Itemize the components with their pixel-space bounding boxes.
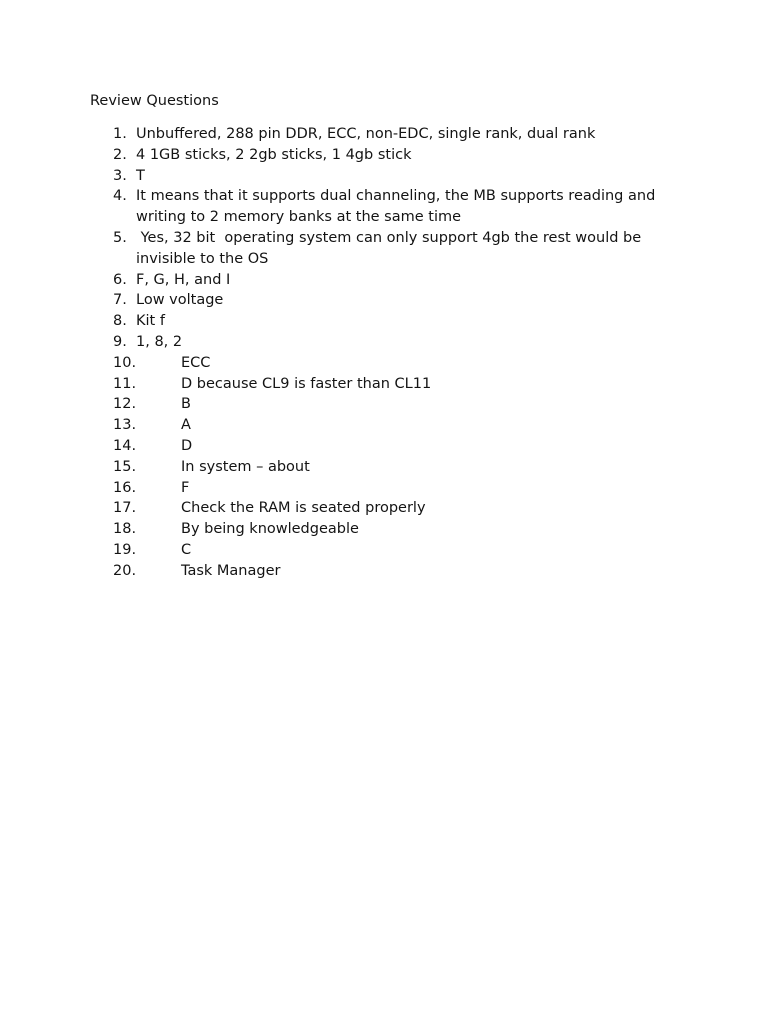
list-item [0,394,768,415]
item-text: C [181,541,192,558]
item-text: F [181,479,190,496]
list-item [0,415,768,436]
list-item [0,519,768,540]
item-number: 9. [113,333,127,350]
item-number: 17. [113,500,137,517]
list-item [0,124,768,145]
item-text: Task Manager [181,562,281,579]
item-text: Yes, 32 bit operating system can only support 4gb the rest would be invisible to the OS [136,229,646,267]
item-number: 5. [113,229,127,246]
item-text: In system – about [181,458,310,475]
list-item [0,478,768,499]
list-item [0,436,768,457]
item-text: Check the RAM is seated properly [181,500,426,517]
item-text: 4 1GB sticks, 2 2gb sticks, 1 4gb stick [136,146,412,163]
item-text: Low voltage [136,292,224,309]
list-item [0,228,768,270]
item-number: 3. [113,167,127,184]
item-number: 7. [113,292,127,309]
item-number: 2. [113,146,127,163]
list-item [0,290,768,311]
item-number: 20. [113,562,137,579]
item-number: 4. [113,188,127,205]
list-item [0,374,768,395]
answer-list [0,124,768,582]
item-number: 10. [113,354,137,371]
item-number: 16. [113,479,137,496]
item-number: 8. [113,313,127,330]
list-item [0,270,768,291]
list-item [0,332,768,353]
item-text: It means that it supports dual channeling, the MB supports reading and writing to 2 memory banks at the same time [136,188,656,226]
list-item [0,457,768,478]
item-number: 18. [113,521,137,538]
item-text: Unbuffered, 288 pin DDR, ECC, non-EDC, single rank, dual rank [136,126,596,142]
item-number: 19. [113,541,137,558]
item-number: 11. [113,375,137,392]
item-number: 15. [113,458,137,475]
item-number: 1. [113,126,127,142]
list-item [0,166,768,187]
item-text: ECC [181,354,211,371]
item-text: F, G, H, and I [136,271,231,288]
item-text: 1, 8, 2 [136,333,183,350]
list-item [0,311,768,332]
list-item [0,186,768,228]
item-text: D because CL9 is faster than CL11 [181,375,432,392]
list-item [0,145,768,166]
item-number: 6. [113,271,127,288]
item-text: T [136,167,145,184]
item-number: 13. [113,417,137,434]
list-item [0,498,768,519]
list-item [0,353,768,374]
item-number: 12. [113,396,137,413]
page-title: Review Questions [90,93,219,109]
item-number: 14. [113,437,137,454]
item-text: D [181,437,193,454]
item-text: Kit f [136,313,165,330]
item-text: By being knowledgeable [181,521,359,538]
item-text: B [181,396,191,413]
list-item [0,561,768,582]
list-item [0,540,768,561]
item-text: A [181,417,191,434]
